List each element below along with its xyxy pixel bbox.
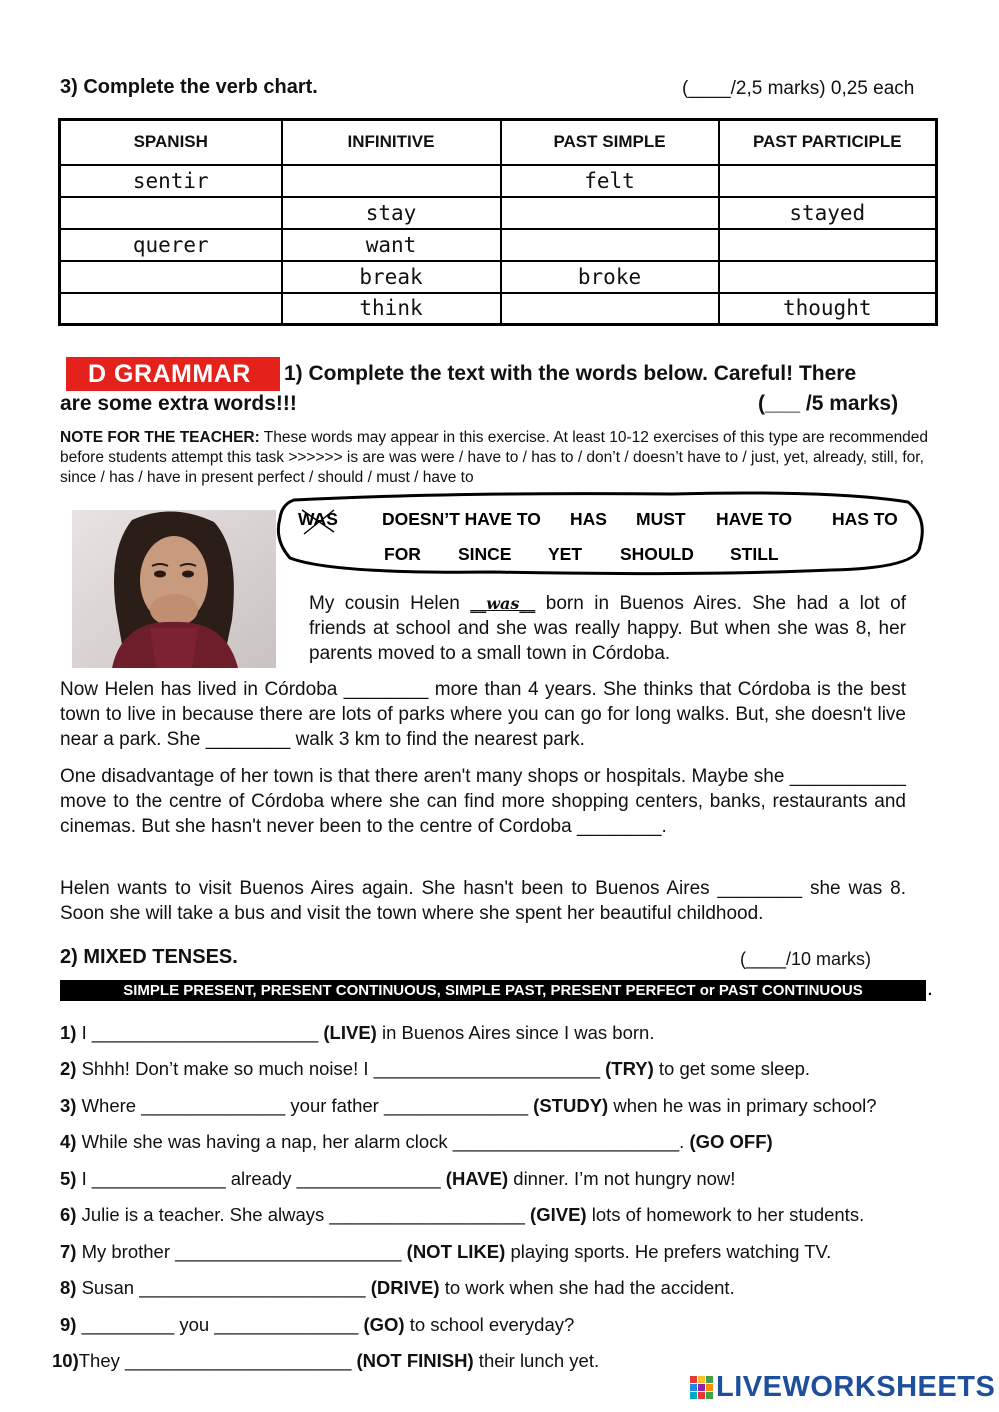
header-past-simple: PAST SIMPLE [501,120,719,165]
grammar-marks: (___ /5 marks) [758,392,899,415]
question-verb: (NOT LIKE) [406,1241,506,1262]
question-text: playing sports. He prefers watching TV. [505,1241,832,1262]
word-doesnt-have-to: DOESN’T HAVE TO [382,509,541,529]
question-text: Julie is a teacher. She always ___________________ [76,1204,531,1225]
cell-spanish: sentir [60,165,282,197]
grammar-instruction-line2: are some extra words!!! [60,392,297,415]
question-text: They ______________________ [78,1350,357,1371]
question-text: I ______________________ [76,1022,324,1043]
word-has-to: HAS TO [832,509,898,529]
cell-past-participle: stayed [719,197,937,229]
question-number: 3) [60,1095,77,1116]
question-text: While she was having a nap, her alarm clock ______________________. [76,1131,690,1152]
question-10[interactable] [52,1349,599,1373]
cell-spanish[interactable] [60,293,282,325]
question-text: _________ you ______________ [76,1314,364,1335]
question-text: when he was in primary school? [608,1095,877,1116]
tenses-banner-text: SIMPLE PRESENT, PRESENT CONTINUOUS, SIMPLE PAST, PRESENT PERFECT or PAST CONTINUOUS [123,982,863,999]
table-row [60,293,937,325]
question-text: to get some sleep. [653,1058,811,1079]
question-1[interactable] [60,1021,654,1045]
question-text: Susan ______________________ [76,1277,371,1298]
question-text: to work when she had the accident. [439,1277,735,1298]
liveworksheets-logo-text: LIVEWORKSHEETS [716,1371,996,1403]
paragraph-text: born in Buenos Aires. She had a lot of friends at school and she was really happy. But when she was 8, her parents moved to a small town in Córdoba. [309,593,906,664]
question-number: 5) [60,1168,77,1189]
word-since: SINCE [458,544,512,564]
mixed-tenses-marks: (____/10 marks) [740,949,872,969]
text-paragraph-4: Helen wants to visit Buenos Aires again. She hasn't been to Buenos Aires ________ she was 8. Soon she will take a bus and visit the town where she spent her beautiful childhood. [60,878,906,924]
cell-past-simple: broke [501,261,719,293]
question-number: 6) [60,1204,77,1225]
cell-infinitive[interactable] [282,165,501,197]
question-number: 10) [52,1350,79,1371]
question-verb: (HAVE) [445,1168,509,1189]
word-was: WAS [298,509,338,529]
text-paragraph-3: One disadvantage of her town is that there aren't many shops or hospitals. Maybe she ___________ move to the centre of Córdoba where she can find more shopping centers, banks, restaurants and cinemas. But she hasn't never been to the centre of Cordoba ________. [60,766,906,837]
teacher-note-label: NOTE FOR THE TEACHER: [60,429,260,446]
tenses-banner [60,980,932,1001]
cell-past-simple[interactable] [501,293,719,325]
question-text: I _____________ already ______________ [76,1168,446,1189]
teacher-note [60,428,940,488]
teacher-note-text: These words may appear in this exercise. At least 10-12 exercises of this type are recommended before students attempt this task >>>>>> is are was were / have to / has to / don’t / doesn’t have to / just, yet, already, still, for, since / has / have in present perfect / should / must / have to [60,429,929,486]
question-verb: (TRY) [605,1058,654,1079]
question-verb: (DRIVE) [370,1277,440,1298]
section3-marks: (____/2,5 marks) 0,25 each [682,78,915,99]
question-text: Shhh! Don’t make so much noise! I ______________________ [76,1058,606,1079]
question-2[interactable] [60,1057,810,1081]
answer-was[interactable]: __was__ [470,594,536,613]
cell-past-simple[interactable] [501,197,719,229]
question-number: 8) [60,1277,77,1298]
word-should: SHOULD [620,544,694,564]
table-row [60,197,937,229]
question-verb: (LIVE) [323,1022,377,1043]
question-text: My brother ______________________ [76,1241,407,1262]
cell-past-participle[interactable] [719,261,937,293]
question-8[interactable] [60,1276,735,1300]
question-text: to school everyday? [404,1314,575,1335]
liveworksheets-logo-icon [690,1374,714,1402]
question-text: their lunch yet. [473,1350,600,1371]
cell-spanish[interactable] [60,261,282,293]
table-row [60,261,937,293]
section3-title: 3) Complete the verb chart. [60,76,318,98]
girl-photo [72,510,276,668]
question-text: in Buenos Aires since I was born. [376,1022,655,1043]
question-number: 2) [60,1058,77,1079]
table-row [60,229,937,261]
question-verb: (STUDY) [533,1095,609,1116]
question-9[interactable] [60,1313,574,1337]
header-infinitive: INFINITIVE [282,120,501,165]
grammar-instruction-line1: 1) Complete the text with the words below. Careful! There [284,362,857,385]
word-yet: YET [548,544,583,564]
grammar-badge: D GRAMMAR [66,357,280,391]
cell-past-simple: felt [501,165,719,197]
tenses-banner-end: . [927,982,932,999]
question-number: 9) [60,1314,77,1335]
question-6[interactable] [60,1203,864,1227]
word-for: FOR [384,544,421,564]
question-number: 4) [60,1131,77,1152]
cell-past-participle[interactable] [719,165,937,197]
verb-chart [58,118,938,326]
paragraph-text: My cousin Helen [309,593,471,614]
cell-past-participle: thought [719,293,937,325]
text-paragraph-1 [309,591,906,666]
cell-infinitive: break [282,261,501,293]
question-number: 1) [60,1022,77,1043]
word-must: MUST [636,509,686,529]
cell-infinitive: want [282,229,501,261]
word-still: STILL [730,544,779,564]
mixed-tenses-title: 2) MIXED TENSES. [60,946,238,968]
cell-infinitive: think [282,293,501,325]
cell-spanish: querer [60,229,282,261]
question-verb: (GIVE) [530,1204,587,1225]
question-verb: (GO OFF) [689,1131,773,1152]
table-row [60,165,937,197]
word-has: HAS [570,509,607,529]
verb-chart-header-row [60,120,937,165]
question-5[interactable] [60,1167,735,1191]
cell-past-participle[interactable] [719,229,937,261]
question-verb: (NOT FINISH) [356,1350,474,1371]
question-7[interactable] [60,1240,831,1264]
text-paragraph-2: Now Helen has lived in Córdoba ________ more than 4 years. She thinks that Córdoba is the best town to live in because there are lots of parks where you can go for long walks. But, she doesn't live near a park. She ________ walk 3 km to find the nearest park. [60,679,906,750]
question-number: 7) [60,1241,77,1262]
word-have-to: HAVE TO [716,509,793,529]
header-spanish: SPANISH [60,120,282,165]
question-text: Where ______________ your father ______________ [76,1095,534,1116]
header-past-participle: PAST PARTICIPLE [719,120,937,165]
cell-infinitive: stay [282,197,501,229]
question-3[interactable] [60,1094,877,1118]
cell-spanish[interactable] [60,197,282,229]
word-bank [272,488,932,580]
question-4[interactable] [60,1130,773,1154]
question-text: lots of homework to her students. [586,1204,865,1225]
question-text: dinner. I’m not hungry now! [508,1168,736,1189]
question-verb: (GO) [363,1314,405,1335]
cell-past-simple[interactable] [501,229,719,261]
